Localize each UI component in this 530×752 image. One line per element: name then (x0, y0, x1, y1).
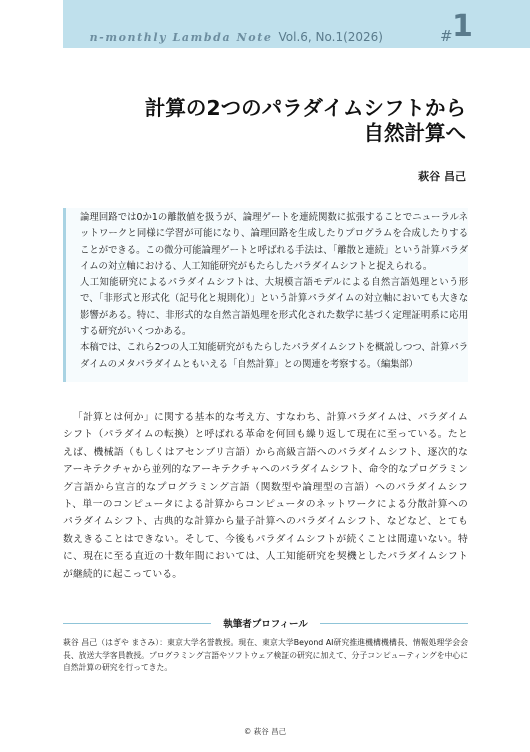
abstract-paragraph-2: 人工知能研究によるパラダイムシフトは、大規模言語モデルによる自然言語処理という形で、「非形式と形式化（記号化と規則化）」という計算パラダイムの対立軸においても大きな影響がある。特に、非形式的な自然言語処理を形式化された数学に基づく定理証明系に応用する研究がいくつかある。 (80, 277, 468, 338)
profile-rule-right (320, 623, 468, 624)
body-paragraph: 「計算とは何か」に関する基本的な考え方、すなわち、計算パラダイムは、パラダイムシフト（パラダイムの転換）と呼ばれる革命を何回も繰り返して現在に至っている。たとえば、機械語（もしくはアセンブリ言語）から高級言語へのパラダイムシフト、逐次的なアーキテクチャから並列的なアーキテクチャへのパラダイムシフト、命令的なプログラミング言語から宣言的なプログラミング言語（関数型や論理型の言語）へのパラダイムシフト、単一のコンピュータによる計算からコンピュータのネットワークによる分散計算へのパラダイムシフト、古典的な計算から量子計算へのパラダイムシフト、などなど、とても数えきることはできない。そして、今後もパラダイムシフトが続くことは間違いない。特に、現在に至る直近の十数年間においては、人工知能研究を契機としたパラダイムシフトが継続的に起こっている。 (63, 412, 468, 580)
title-line-2: 自然計算へ (363, 121, 466, 145)
journal-header (63, 26, 383, 46)
journal-name: n-monthly Lambda Note (89, 31, 273, 44)
journal-volume: Vol.6, No.1(2026) (278, 30, 383, 44)
title-line-1: 計算の2つのパラダイムシフトから (144, 96, 466, 120)
copyright-notice: © 萩谷 昌己 (243, 727, 287, 736)
profile-heading (63, 616, 468, 630)
profile-title: 執筆者プロフィール (223, 619, 308, 630)
abstract-box (63, 208, 468, 382)
issue-number: 1 (452, 9, 473, 44)
article-title (46, 96, 466, 146)
abstract-paragraph-3: 本稿では、これら2つの人工知能研究がもたらしたパラダイムシフトを概説しつつ、計算パラダイムのメタパラダイムともいえる「自然計算」との関連を考察する。（編集部） (80, 342, 468, 370)
author-name: 萩谷 昌己 (418, 170, 466, 183)
issue-hash: # (440, 27, 453, 45)
profile-text: 萩谷 昌己（はぎや まさみ）：東京大学名誉教授。現在、東京大学Beyond AI研究推進機構機構長、情報処理学会会長、放送大学客員教授。プログラミング言語やソフトウェア検証の研究に加えて、分子コンピューティングを中心に自然計算の研究を行ってきた。 (63, 638, 468, 673)
abstract-paragraph-1: 論理回路では0か1の離散値を扱うが、論理ゲートを連続関数に拡張することでニューラルネットワークと同様に学習が可能になり、論理回路を生成したりプログラムを合成したりすることができる。この微分可能論理ゲートと呼ばれる手法は、「離散と連続」という計算パラダイムの対立軸における、人工知能研究がもたらしたパラダイムシフトと捉えられる。 (80, 212, 468, 272)
